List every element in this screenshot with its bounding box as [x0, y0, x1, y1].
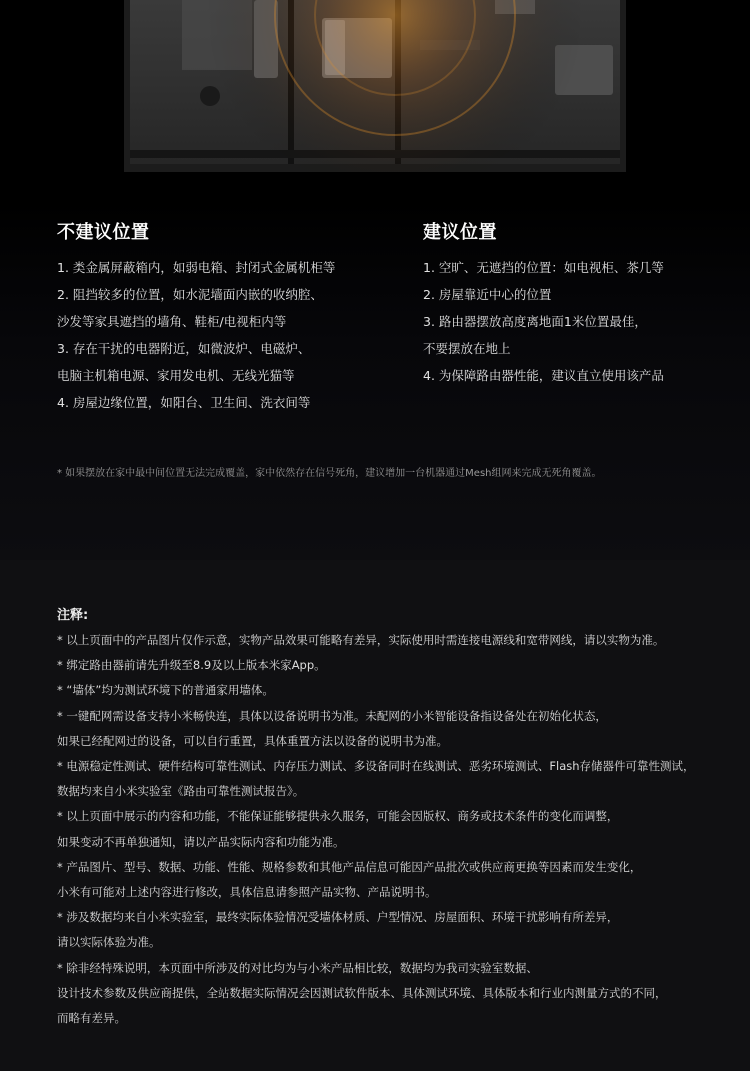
notes-section	[0, 560, 750, 1071]
not-recommended-item: 沙发等家具遮挡的墙角、鞋柜/电视柜内等	[57, 314, 287, 329]
not-recommended-item: 3. 存在干扰的电器附近，如微波炉、电磁炉、	[57, 341, 311, 356]
not-recommended-item: 1. 类金属屏蔽箱内，如弱电箱、封闭式金属机柜等	[57, 260, 336, 275]
notes-title: 注释:	[57, 608, 89, 623]
note-line: 设计技术参数及供应商提供，全站数据实际情况会因测试软件版本、具体测试环境、具体版本和行业内测量方式的不同，	[57, 985, 667, 1000]
notes-list	[57, 628, 727, 1031]
not-recommended-item: 2. 阻挡较多的位置，如水泥墙面内嵌的收纳腔、	[57, 287, 323, 302]
recommended-item: 不要摆放在地上	[423, 341, 511, 356]
recommended-item: 3. 路由器摆放高度离地面1米位置最佳，	[423, 314, 647, 329]
note-line: * “墙体”均为测试环境下的普通家用墙体。	[57, 683, 274, 698]
note-line: * 以上页面中的产品图片仅作示意，实物产品效果可能略有差异，实际使用时需连接电源线和宽带网线，请以实物为准。	[57, 633, 665, 647]
note-line: 数据均来自小米实验室《路由可靠性测试报告》。	[57, 784, 305, 799]
note-line: * 产品图片、型号、数据、功能、性能、规格参数和其他产品信息可能因产品批次或供应商更换等因素而发生变化，	[57, 859, 642, 874]
placement-section	[0, 200, 750, 560]
note-line: * 一键配网需设备支持小米畅快连，具体以设备说明书为准。未配网的小米智能设备指设备处在初始化状态，	[57, 708, 607, 723]
note-line: * 以上页面中展示的内容和功能，不能保证能够提供永久服务，可能会因版权、商务或技术条件的变化而调整，	[57, 809, 619, 824]
note-line: 如果已经配网过的设备，可以自行重置，具体重置方法以设备的说明书为准。	[57, 733, 448, 748]
note-line: 请以实际体验为准。	[57, 935, 161, 950]
note-line: * 除非经特殊说明，本页面中所涉及的对比均为与小米产品相比较，数据均为我司实验室数据、	[57, 960, 538, 975]
not-recommended-title: 不建议位置	[57, 222, 150, 243]
note-line: 而略有差异。	[57, 1011, 126, 1026]
recommended-item: 4. 为保障路由器性能，建议直立使用该产品	[423, 368, 664, 383]
not-recommended-item: 4. 房屋边缘位置，如阳台、卫生间、洗衣间等	[57, 395, 311, 410]
floor-plan-illustration	[0, 0, 750, 200]
mesh-footnote: * 如果摆放在家中最中间位置无法完成覆盖，家中依然存在信号死角，建议增加一台机器通过Mesh组网来完成无死角覆盖。	[57, 468, 602, 479]
note-line: 小米有可能对上述内容进行修改，具体信息请参照产品实物、产品说明书。	[57, 885, 437, 900]
note-line: 如果变动不再单独通知，请以产品实际内容和功能为准。	[57, 834, 345, 849]
note-line: * 电源稳定性测试、硬件结构可靠性测试、内存压力测试、多设备同时在线测试、恶劣环境测试、Flash存储器件可靠性测试，	[57, 759, 695, 774]
note-line: * 涉及数据均来自小米实验室，最终实际体验情况受墙体材质、户型情况、房屋面积、环境干扰影响有所差异，	[57, 910, 619, 925]
not-recommended-item: 电脑主机箱电源、家用发电机、无线光猫等	[57, 368, 295, 383]
note-line: * 绑定路由器前请先升级至8.9及以上版本米家App。	[57, 658, 326, 673]
recommended-title: 建议位置	[423, 222, 497, 243]
recommended-column	[423, 222, 723, 389]
floor-plan-image	[0, 0, 750, 200]
recommended-item: 1. 空旷、无遮挡的位置：如电视柜、茶几等	[423, 260, 664, 275]
recommended-item: 2. 房屋靠近中心的位置	[423, 287, 552, 302]
not-recommended-column	[57, 222, 402, 416]
